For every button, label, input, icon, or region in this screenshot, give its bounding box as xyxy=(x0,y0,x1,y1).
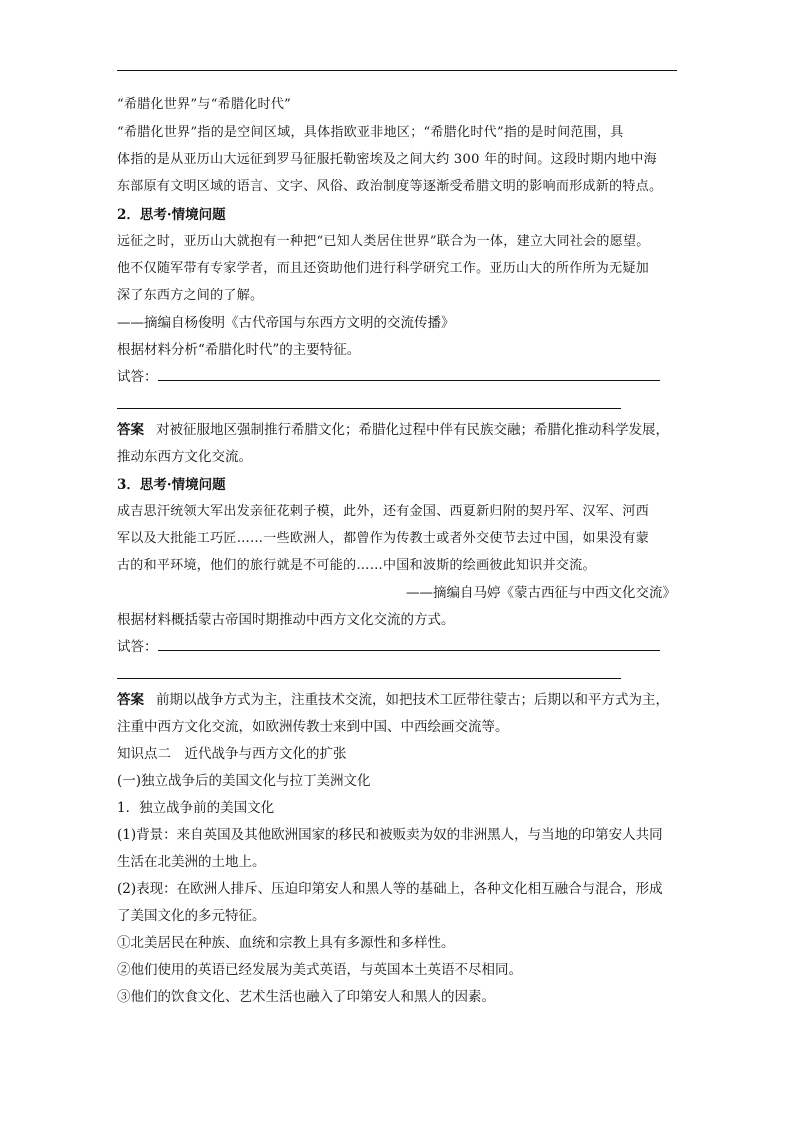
subsection-title: (一)独立战争后的美国文化与拉丁美洲文化 xyxy=(117,773,371,789)
answer-blank-line[interactable] xyxy=(117,408,621,409)
paragraph-line: 东部原有文明区域的语言、文字、风俗、政治制度等逐渐受希腊文明的影响而形成新的特点。 xyxy=(117,179,663,194)
paragraph-line: “希腊化世界”指的是空间区域，具体指欧亚非地区；“希腊化时代”指的是时间范围，具 xyxy=(117,125,624,140)
answer-blank[interactable] xyxy=(158,368,660,381)
header-rule xyxy=(117,70,677,71)
point-item: ②他们使用的英语已经发展为美式英语，与英国本土英语不尽相同。 xyxy=(117,962,522,978)
answer-prompt: 试答： xyxy=(117,369,158,385)
answer-prompt-row xyxy=(117,368,660,386)
performance-line: (2)表现：在欧洲人排斥、压迫印第安人和黑人等的基础上，各种文化相互融合与混合，形成 xyxy=(117,881,663,897)
background-line: (1)背景：来自英国及其他欧洲国家的移民和被贩卖为奴的非洲黑人，与当地的印第安人共同 xyxy=(117,827,663,843)
source-citation: ——摘编自马婷《蒙古西征与中西文化交流》 xyxy=(406,585,676,601)
answer-prompt: 试答： xyxy=(117,639,158,655)
item-heading: 1．独立战争前的美国文化 xyxy=(117,800,275,816)
answer-label: 答案 xyxy=(117,422,144,438)
material-line: 他不仅随军带有专家学者，而且还资助他们进行科学研究工作。亚历山大的所作所为无疑加 xyxy=(117,261,650,276)
paragraph-line: 体指的是从亚历山大远征到罗马征服托勒密埃及之间大约 300 年的时间。这段时期内地中海 xyxy=(117,152,657,167)
answer-text: 前期以战争方式为主，注重技术交流，如把技术工匠带往蒙古；后期以和平方式为主， xyxy=(156,692,669,708)
section-title: “希腊化世界”与“希腊化时代” xyxy=(117,97,292,112)
source-citation: ——摘编自杨俊明《古代帝国与东西方文明的交流传播》 xyxy=(117,315,455,331)
answer-blank[interactable] xyxy=(158,638,660,651)
question-heading: 2．思考·情境问题 xyxy=(117,207,226,223)
answer-text: 注重中西方文化交流，如欧洲传教士来到中国、中西绘画交流等。 xyxy=(117,719,509,735)
material-line: 成吉思汗统领大军出发亲征花剌子模，此外，还有金国、西夏新归附的契丹军、汉军、河西 xyxy=(117,504,650,519)
question-text: 根据材料概括蒙古帝国时期推动中西方文化交流的方式。 xyxy=(117,612,455,628)
answer-text: 对被征服地区强制推行希腊文化；希腊化过程中伴有民族交融；希腊化推动科学发展， xyxy=(156,422,669,438)
knowledge-point-title: 知识点二 近代战争与西方文化的扩张 xyxy=(117,746,347,762)
material-line: 军以及大批能工巧匠……一些欧洲人，都曾作为传教士或者外交使节去过中国，如果没有蒙 xyxy=(117,531,650,546)
question-heading: 3．思考·情境问题 xyxy=(117,477,226,493)
material-line: 远征之时，亚历山大就抱有一种把“已知人类居住世界”联合为一体，建立大同社会的愿望。 xyxy=(117,234,650,249)
answer-blank-line[interactable] xyxy=(117,678,621,679)
performance-line: 了美国文化的多元特征。 xyxy=(117,908,266,924)
background-line: 生活在北美洲的土地上。 xyxy=(117,854,266,870)
answer-row xyxy=(117,421,669,439)
material-line: 古的和平环境，他们的旅行就是不可能的……中国和波斯的绘画彼此知识并交流。 xyxy=(117,558,596,573)
material-line: 深了东西方之间的了解。 xyxy=(117,288,264,303)
answer-prompt-row xyxy=(117,638,660,656)
answer-row xyxy=(117,691,669,709)
question-text: 根据材料分析“希腊化时代”的主要特征。 xyxy=(117,342,361,358)
answer-text: 推动东西方文化交流。 xyxy=(117,449,252,465)
point-item: ③他们的饮食文化、艺术生活也融入了印第安人和黑人的因素。 xyxy=(117,989,495,1005)
point-item: ①北美居民在种族、血统和宗教上具有多源性和多样性。 xyxy=(117,935,455,951)
answer-label: 答案 xyxy=(117,692,144,708)
